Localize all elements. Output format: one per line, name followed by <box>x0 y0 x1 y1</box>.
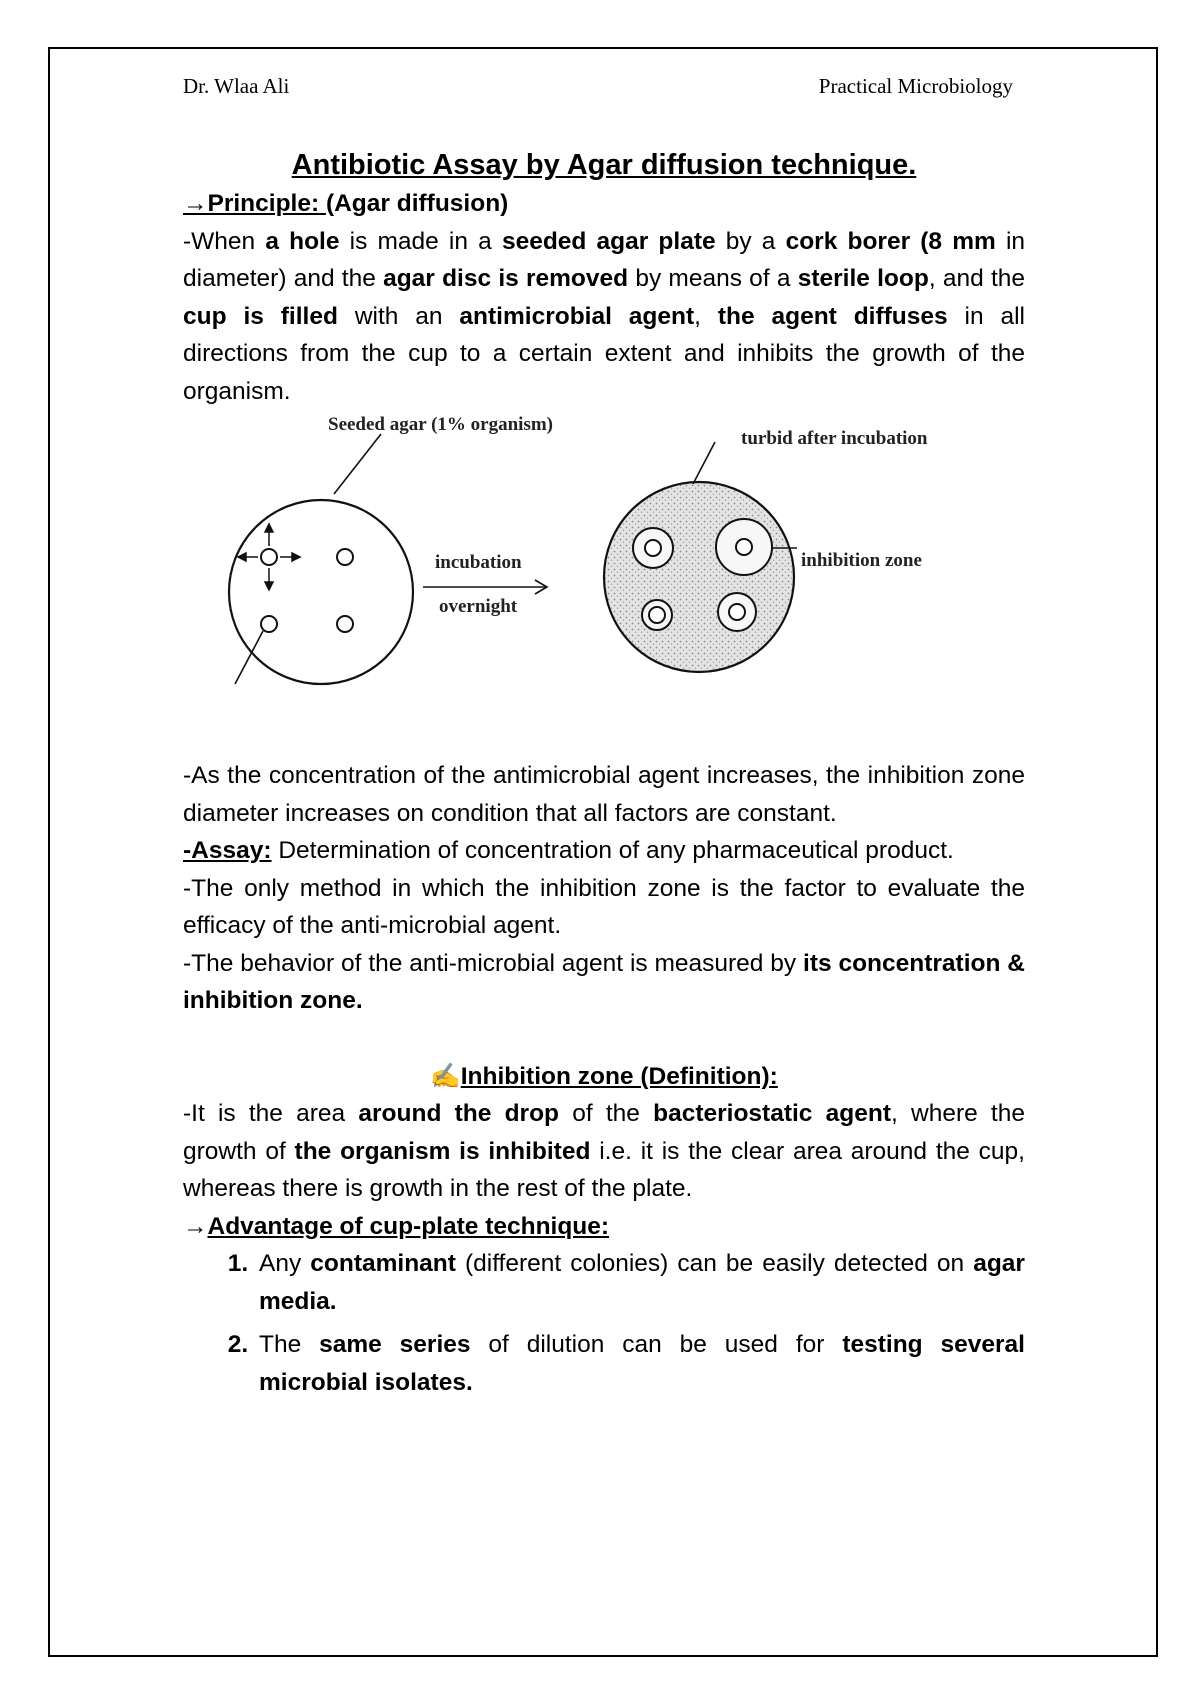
cup-2 <box>337 549 353 565</box>
turbid-label: turbid after incubation <box>741 428 928 449</box>
seeded-agar-label: Seeded agar (1% organism) <box>328 414 553 435</box>
seeded-pointer-line <box>334 434 381 494</box>
assay-label: -Assay: <box>183 837 272 864</box>
turbid-pointer-line <box>693 442 715 484</box>
principle-heading <box>183 185 1025 223</box>
principle-sublabel: (Agar diffusion) <box>325 190 509 217</box>
advantage-heading: →Advantage of cup-plate technique: <box>183 1212 610 1240</box>
header-course: Practical Microbiology <box>818 74 1013 98</box>
agar-diffusion-figure <box>183 412 1025 757</box>
incubated-plate <box>604 482 794 672</box>
header-author: Dr. Wlaa Ali <box>183 74 290 98</box>
page-title: Antibiotic Assay by Agar diffusion technique. <box>291 149 917 181</box>
assay-paragraph: -Assay: Determination of concentration of any pharmaceutical product. <box>183 837 954 864</box>
cup-4 <box>337 616 353 632</box>
cup-1 <box>261 549 277 565</box>
only-method-paragraph: -The only method in which the inhibition zone is the factor to evaluate the efficacy of the anti-microbial agent. <box>183 874 1025 939</box>
concentration-paragraph: -As the concentration of the antimicrobial agent increases, the inhibition zone diameter increases on condition that all factors are constant. <box>183 762 1025 827</box>
incubation-label: incubation <box>435 552 522 573</box>
inhibition-zone-label: inhibition zone <box>801 550 922 571</box>
agar-diffusion-diagram <box>223 412 943 752</box>
principle-label: Principle: <box>207 190 326 217</box>
advantage-arrow: → <box>183 1212 208 1240</box>
overnight-label: overnight <box>439 596 518 617</box>
writing-hand-icon: ✍ <box>430 1062 461 1090</box>
seeded-plate <box>229 500 413 684</box>
definition-paragraph: -It is the area around the drop of the bacteriostatic agent, where the growth of the organism is inhibited i.e. it is the clear area around the cup, whereas there is growth in the rest of the plate. <box>183 1100 1025 1202</box>
principle-paragraph: -When a hole is made in a seeded agar plate by a cork borer (8 mm in diameter) and the agar disc is removed by means of a sterile loop, and the cup is filled with an antimicrobial agent, the agent diffuses in all directions from the cup to a certain extent and inhibits the growth of the organism. <box>183 227 1026 405</box>
advantage-list <box>183 1245 1025 1401</box>
document-body <box>183 145 1025 1401</box>
principle-arrow: → <box>183 190 208 217</box>
list-item: 1. Any contaminant (different colonies) can be easily detected on agar media. <box>255 1245 1025 1320</box>
behavior-paragraph: -The behavior of the anti-microbial agent is measured by its concentration & inhibition zone. <box>183 949 1025 1014</box>
list-item: 2. The same series of dilution can be used for testing several microbial isolates. <box>255 1326 1025 1401</box>
loop-pointer-line <box>235 631 263 684</box>
definition-heading: ✍Inhibition zone (Definition): <box>430 1062 778 1090</box>
cup-3 <box>261 616 277 632</box>
